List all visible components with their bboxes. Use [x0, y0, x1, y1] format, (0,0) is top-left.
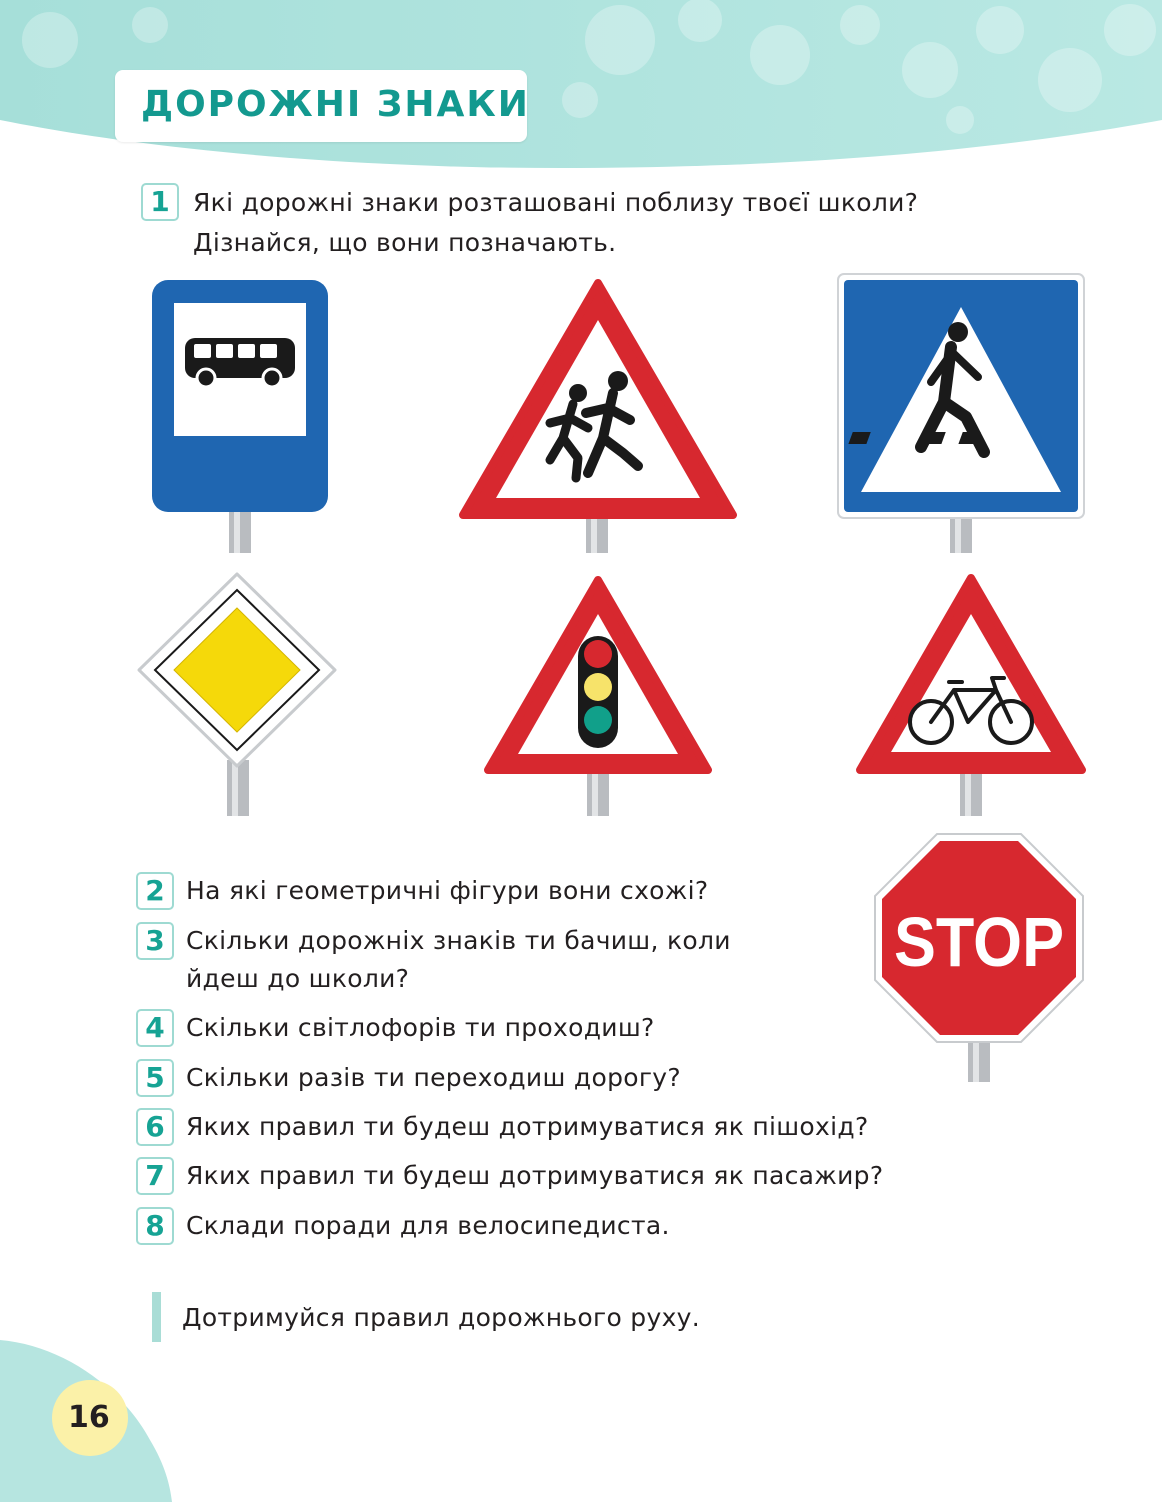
pedestrian-crossing-sign [836, 272, 1086, 553]
bicycle-sign [856, 572, 1086, 816]
question-5-text: Скільки разів ти переходиш дорогу? [186, 1063, 681, 1092]
traffic-light-icon [578, 636, 618, 748]
question-number-3: 3 [136, 922, 174, 960]
question-3-text: Скільки дорожніх знаків ти бачиш, коли [186, 926, 731, 955]
bus-stop-sign [150, 278, 330, 553]
stop-sign-text: STOP [894, 903, 1064, 981]
task-number-1: 1 [141, 183, 179, 221]
question-number-5: 5 [136, 1059, 174, 1097]
priority-road-sign [135, 570, 340, 816]
question-4-text: Скільки світлофорів ти проходиш? [186, 1013, 655, 1042]
question-number-4: 4 [136, 1009, 174, 1047]
question-3-text-line-2: йдеш до школи? [186, 964, 410, 993]
note-text: Дотримуйся правил дорожнього руху. [182, 1303, 700, 1332]
question-number-7: 7 [136, 1157, 174, 1195]
task-1-line-1: Які дорожні знаки розташовані поблизу твоєї школи? [193, 188, 919, 217]
task-1-line-2: Дізнайся, що вони позначають. [193, 228, 617, 257]
stop-sign [873, 832, 1085, 1082]
question-8-text: Склади поради для велосипедиста. [186, 1211, 670, 1240]
question-2-text: На які геометричні фігури вони схожі? [186, 876, 709, 905]
children-crossing-sign [458, 278, 738, 553]
question-number-2: 2 [136, 872, 174, 910]
question-number-8: 8 [136, 1207, 174, 1245]
question-6-text: Яких правил ти будеш дотримуватися як пішохід? [186, 1112, 869, 1141]
question-7-text: Яких правил ти будеш дотримуватися як пасажир? [186, 1161, 884, 1190]
page-number: 16 [68, 1400, 110, 1435]
traffic-light-sign [484, 574, 712, 816]
title-box [115, 70, 530, 142]
question-number-6: 6 [136, 1108, 174, 1146]
note-accent-bar [152, 1292, 161, 1342]
page-title: ДОРОЖНІ ЗНАКИ [141, 84, 530, 125]
